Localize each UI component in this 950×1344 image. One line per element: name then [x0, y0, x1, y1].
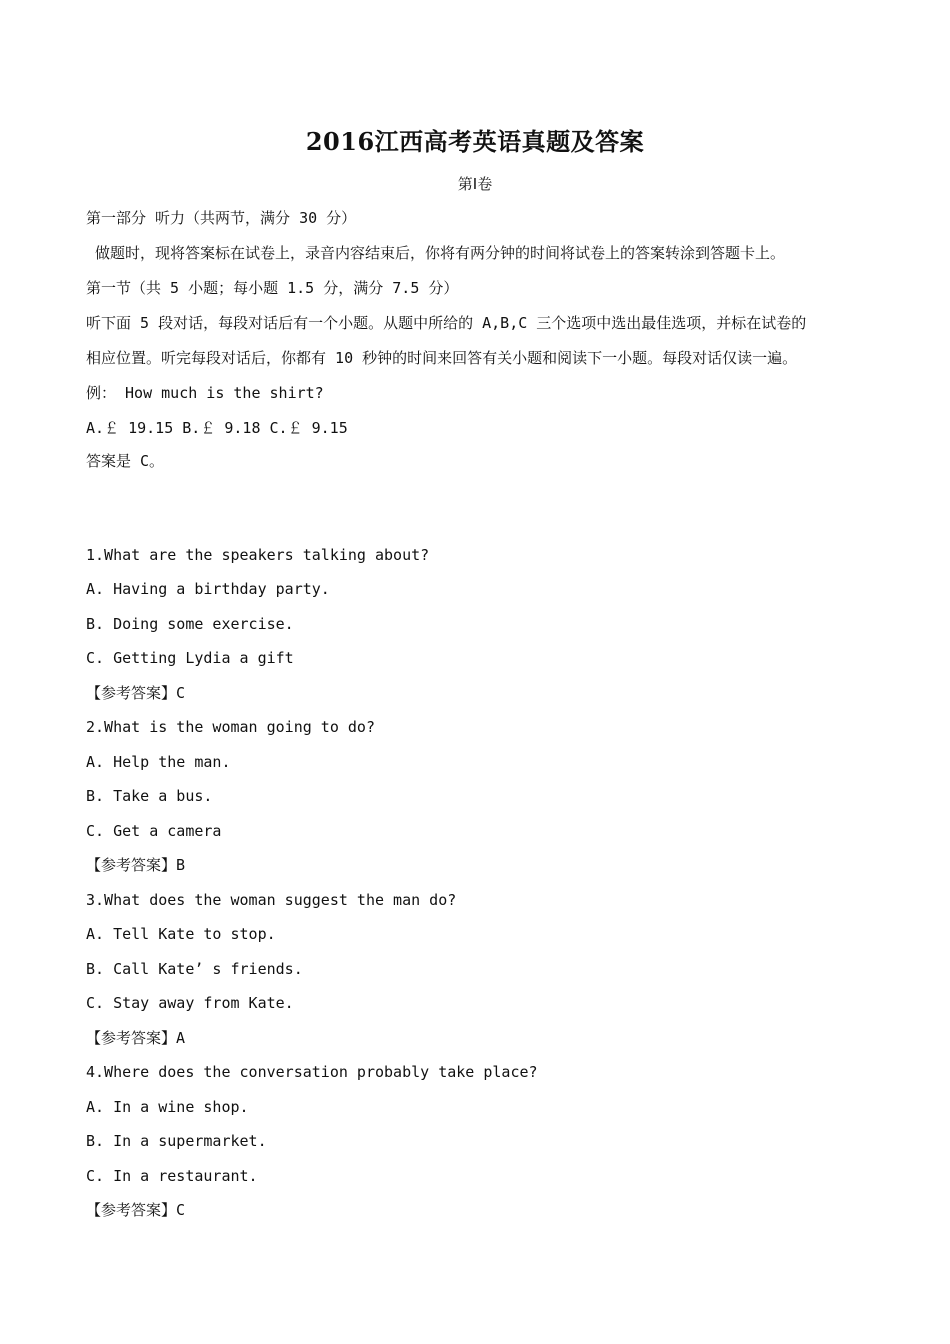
question-4-option-a: A. In a wine shop. — [86, 1098, 249, 1116]
directions-line-2: 相应位置。听完每段对话后，你都有 10 秒钟的时间来回答有关小题和阅读下一小题。每段对话仅读一遍。 — [86, 349, 798, 367]
example-answer: 答案是 C。 — [86, 452, 165, 470]
directions-line-1: 听下面 5 段对话，每段对话后有一个小题。从题中所给的 A,B,C 三个选项中选出最佳选项，并标在试卷的 — [86, 314, 807, 332]
question-3-option-a: A. Tell Kate to stop. — [86, 925, 276, 943]
question-2-option-c: C. Get a camera — [86, 822, 222, 840]
document-title: 2016江西高考英语真题及答案 — [305, 127, 645, 156]
question-3-answer: 【参考答案】A — [86, 1029, 186, 1047]
question-2-answer: 【参考答案】B — [86, 856, 186, 874]
example-question: 例： How much is the shirt? — [86, 384, 324, 402]
question-1-option-c: C. Getting Lydia a gift — [86, 649, 294, 667]
section-heading: 第一节（共 5 小题；每小题 1.5 分，满分 7.5 分） — [86, 279, 459, 297]
question-3-option-c: C. Stay away from Kate. — [86, 994, 294, 1012]
instruction-text: 做题时，现将答案标在试卷上，录音内容结束后，你将有两分钟的时间将试卷上的答案转涂到答题卡上。 — [95, 244, 786, 262]
question-1-answer: 【参考答案】C — [86, 684, 186, 702]
question-3-option-b: B. Call Kate’ s friends. — [86, 960, 303, 978]
question-4-option-c: C. In a restaurant. — [86, 1167, 258, 1185]
question-1-option-b: B. Doing some exercise. — [86, 615, 294, 633]
question-4-option-b: B. In a supermarket. — [86, 1132, 267, 1150]
question-2-option-a: A. Help the man. — [86, 753, 231, 771]
question-1-stem: 1.What are the speakers talking about? — [86, 546, 430, 564]
volume-heading: 第Ⅰ卷 — [457, 175, 493, 193]
example-options: A.￡ 19.15 B.￡ 9.18 C.￡ 9.15 — [86, 419, 348, 437]
question-3-stem: 3.What does the woman suggest the man do? — [86, 891, 457, 909]
question-4-answer: 【参考答案】C — [86, 1201, 186, 1219]
part-heading: 第一部分 听力（共两节，满分 30 分） — [86, 209, 357, 227]
question-1-option-a: A. Having a birthday party. — [86, 580, 330, 598]
question-4-stem: 4.Where does the conversation probably take place? — [86, 1063, 538, 1081]
question-2-option-b: B. Take a bus. — [86, 787, 213, 805]
question-2-stem: 2.What is the woman going to do? — [86, 718, 375, 736]
